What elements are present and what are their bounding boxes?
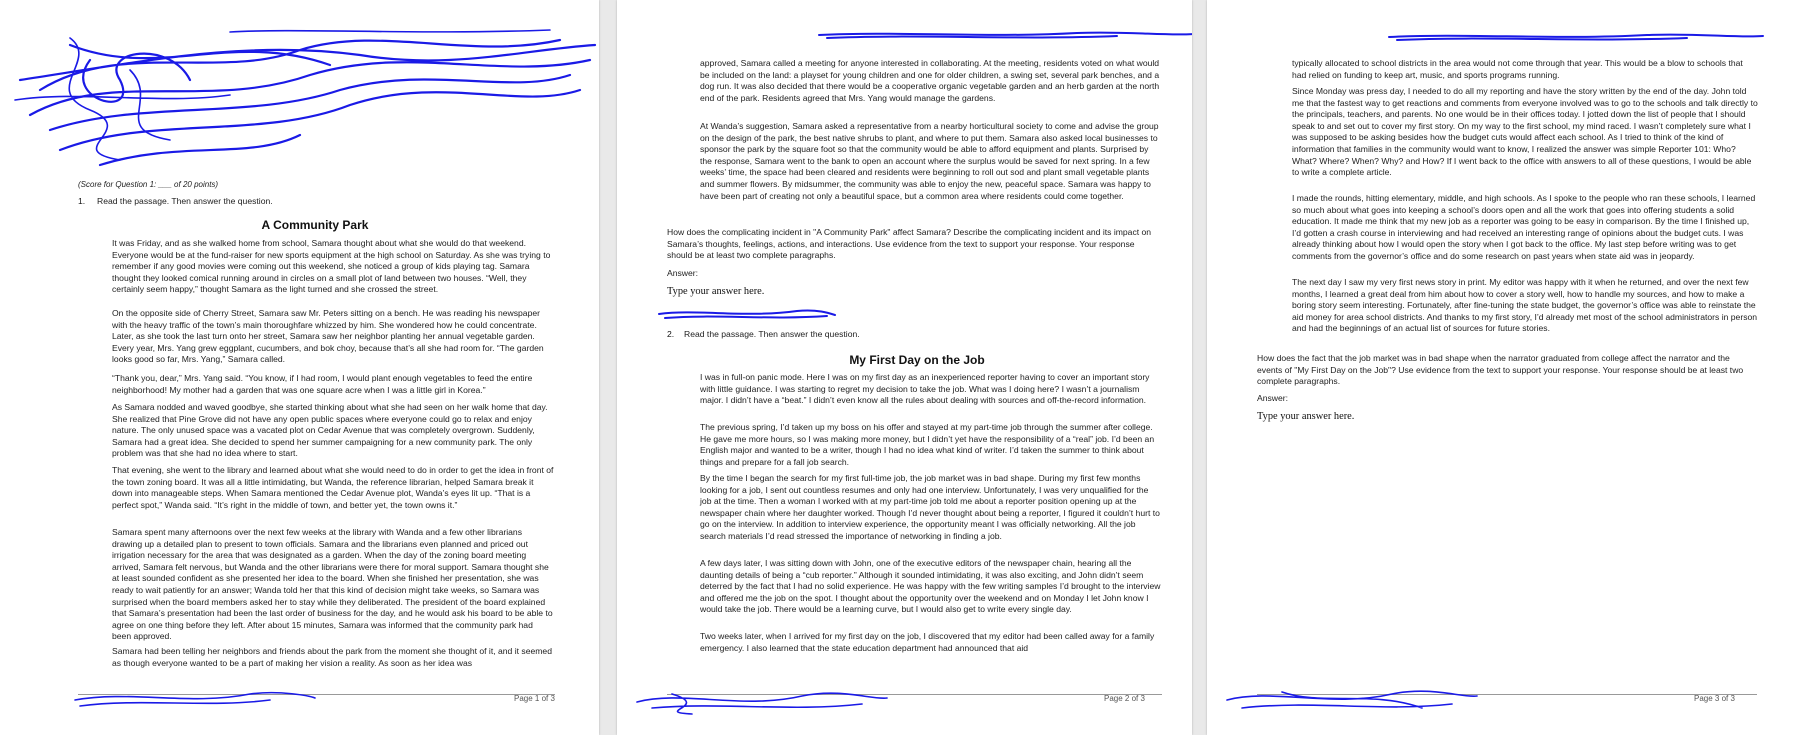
passage-paragraph: As Samara nodded and waved goodbye, she started thinking about what she had seen on her walk home that day. She realized that Pine Grove did not have any open public spaces where everyone could go to relax and enjoy nature. The only unused space was a vacated plot on Cedar Avenue that was completely overgrown. Suddenly, Samara had a great idea. She decided to spend her summer campaigning for a new community park. The only problem was that she had no idea where to start. [112,402,548,459]
question-number: 1. [78,196,86,206]
answer-input[interactable]: Type your answer here. [667,286,765,297]
passage-paragraph: I made the rounds, hitting elementary, middle, and high schools. As I spoke to the people who ran these schools, I learned so much about what goes into keeping a school’s doors open and all the work that goes into offering students a solid education. It made me think that my new job as a reporter was going to be easy in comparison. By the time I finished up, I’d gotten a crash course in interviewing and had received an interesting range of opinions about the budget cuts. I was already thinking about how I would open the story when I got back to the office. My last step before writing was to get comments from the governor’s office and do some research on past years when state aid was in jeopardy. [1292,193,1756,261]
passage-paragraph: At Wanda’s suggestion, Samara asked a representative from a nearby horticultural society to come and advise the group on the design of the park, the best native shrubs to plant, and where to put them. Samara also asked local businesses to sponsor the park by the square foot so that the community would be able to afford equipment and plants. Surprised by the response, Samara went to the bank to open an account where the surplus would be saved for next spring. In a few weeks’ time, the space had been cleared and residents were beginning to roll out sod and plant small vegetable plants and summer flowers. By midsummer, the community was able to enjoy the new, peaceful space. Samara was happy to have been part of creating not only a beautiful space, but a common area where residents could come together. [700,121,1159,201]
passage-paragraph: typically allocated to school districts in the area would not come through that year. This would be a blow to schools that had relied on funding to keep art, music, and sports programs running. [1292,58,1743,80]
passage-paragraph: The previous spring, I’d taken up my boss on his offer and stayed at my part-time job through the summer after college. He gave me more hours, so I was making more money, but I didn’t yet have the responsibility of a “real” job. I’d been an English major and wanted to be a writer, though I had no idea what kind of writer. I’d taken the summer to think about things and prepare for a fall job search. [700,422,1155,467]
question-number: 2. [667,329,675,339]
passage-paragraph: Since Monday was press day, I needed to do all my reporting and have the story written by the end of the day. John told me that the fastest way to get reactions and comments from everyone involved was to go to the schools and talk directly to the principals, teachers, and parents. No one would be in their offices today. I jotted down the list of people that I should speak to and set out to cover my first story. On my way to the first school, my mind raced. I wasn’t completely sure what I was supposed to be asking besides how the budget cuts would affect each school. As I tried to think of the kind of information that families in the community would want to know, I realized the answer was simple Reporter 101: Who? What? Where? When? Why? and How? If I went back to the office with answers to all of these questions, I would be able to write a complete article. [1292,86,1758,178]
score-line: (Score for Question 1: ___ of 20 points) [78,180,219,189]
document-page-3 [1207,0,1809,735]
passage-paragraph: Samara spent many afternoons over the next few weeks at the library with Wanda and a few other librarians drawing up a detailed plan to present to town officials. Samara and the librarians even planned and priced out irrigation necessary for the area that was designated as a garden. When the day of the zoning board meeting arrived, Samara felt nervous, but Wanda and the other librarians were there for moral support. Samara thought she at least sounded confident as she presented her idea to the board. When she finished her presentation, she was ready to wait patiently for an answer; Wanda told her that this kind of decision might take weeks, so Samara was surprised when the board members asked her to stay while they deliberated. The president of the board explained that Samara’s presentation had been the last order of business for the day, and he would ask his board to be able to agree on one thing before they left. After about 15 minutes, Samara was informed that the community park had been approved. [112,527,553,642]
passage-title: A Community Park [261,218,369,232]
question-instruction: Read the passage. Then answer the question. [684,329,860,339]
passage-paragraph: I was in full-on panic mode. Here I was on my first day as an inexperienced reporter having to cover an important story with little guidance. I was starting to regret my decision to take the job. What was I doing here? I wasn’t a journalism major. I didn’t have a “beat.” I didn’t even know all the rules about dealing with sources and off-the-record information. [700,372,1150,406]
redaction-scribble-score [657,306,837,322]
redaction-scribble-footer [1222,686,1482,716]
passage-paragraph: Samara had been telling her neighbors and friends about the park from the moment she thought of it, and it seemed as though everyone wanted to be a part of making her vision a reality. As soon as her idea was [112,646,552,668]
passage-paragraph: The next day I saw my very first news story in print. My editor was happy with it when he returned, and over the next few months, I learned a great deal from him about how to cover a story well, how to handle my sources, and how to make a boring story seem interesting. Fortunately, after fine-tuning the state budget, the governor’s office was able to reinstate the aid money for area school districts. And thanks to my first story, I’d already met most of the school administrators in person and had the beginnings of an actual list of sources for future stories. [1292,277,1758,334]
footer-rule [78,694,555,695]
answer-label: Answer: [667,268,699,278]
redaction-scribble-footer [632,688,892,716]
redaction-scribble-footer [70,688,320,713]
passage-title: My First Day on the Job [849,353,985,367]
answer-label: Answer: [1257,393,1289,403]
question-instruction: Read the passage. Then answer the question. [97,196,273,206]
page-number: Page 3 of 3 [1694,694,1735,703]
redaction-scribble-header [1387,30,1767,44]
answer-input[interactable]: Type your answer here. [1257,411,1355,422]
footer-rule [667,694,1162,695]
redaction-scribble-header [0,20,599,170]
redaction-scribble-header [817,28,1192,42]
passage-paragraph: approved, Samara called a meeting for anyone interested in collaborating. At the meeting, residents voted on what would be included on the land: a playset for young children and one for older children, a swing set, several park benches, and a dog run. It was also decided that there would be a cooperative organic vegetable garden and an herb garden at the north end of the park. Residents agreed that Mrs. Yang would manage the gardens. [700,58,1160,103]
passage-paragraph: It was Friday, and as she walked home from school, Samara thought about what she would do that weekend. Everyone would be at the fund-raiser for new sports equipment at the high school on Saturday. As she was trying to remember if any good movies were coming out this weekend, she noticed a group of kids playing tag. Samara thought they looked comical running around in circles on a small plot of land between two houses. “Well, they certainly seem happy,” thought Samara as the light turned and she crossed the street. [112,238,551,295]
document-page-2 [617,0,1192,735]
passage-paragraph: A few days later, I was sitting down with John, one of the executive editors of the newspaper chain, hearing all the daunting details of being a “cub reporter.” Although it sounded intimidating, it was also exciting, and John didn’t seem deterred by the fact that I had no solid experience. He was happy with the few writing samples I’d brought to the interview and offered me the job on the spot. I thought about the opportunity over the weekend and on Monday I let John know I would take the job. There would be a learning curve, but I would also get to write every single day. [700,558,1161,615]
page-number: Page 1 of 3 [514,694,555,703]
passage-paragraph: Two weeks later, when I arrived for my first day on the job, I discovered that my editor had been called away for a family emergency. I also learned that the state education department had announced that aid [700,631,1155,653]
question-prompt: How does the fact that the job market was in bad shape when the narrator graduated from college affect the narrator and the events of "My First Day on the Job"? Use evidence from the text to support your response. Your response should be at least two complete paragraphs. [1257,353,1744,387]
passage-paragraph: On the opposite side of Cherry Street, Samara saw Mr. Peters sitting on a bench. He was reading his newspaper with the heavy traffic of the town’s main thoroughfare whizzed by him. She wondered how he could concentrate. Later, as she took the last turn onto her street, Samara saw her neighbor planting her annual vegetable garden. Every year, Mrs. Yang grew eggplant, cucumbers, and bok choy, because that’s all she had room for. “The garden looks good so far, Mrs. Yang,” Samara called. [112,308,544,365]
document-page-1 [0,0,599,735]
question-prompt: How does the complicating incident in "A Community Park" affect Samara? Describe the complicating incident and its impact on Samara’s thoughts, feelings, actions, and interactions. Use evidence from the text to support your response. Your response should be at least two complete paragraphs. [667,227,1152,261]
passage-paragraph: That evening, she went to the library and learned about what she would need to do in order to get the idea in front of the town zoning board. It was all a little intimidating, but Wanda, the reference librarian, helped Samara break it down into manageable steps. When Samara mentioned the Cedar Avenue plot, Wanda’s eyes lit up. “That is a perfect spot,” Wanda said. “It’s right in the middle of town, and better yet, the town owns it.” [112,465,554,510]
footer-rule [1257,694,1757,695]
page-number: Page 2 of 3 [1104,694,1145,703]
passage-paragraph: By the time I began the search for my first full-time job, the job market was in bad shape. During my first few months looking for a job, I sent out countless resumes and only had one interview. Unfortunately, I was very unqualified for the job at the time. Then a woman I worked with at my part-time job told me about a reporter position opening up at the newspaper chain where her daughter worked. Though I’d never thought about being a reporter, I figured it couldn’t hurt to go on the interview. In addition to interview experience, the opportunity meant I was officially networking. All the job search materials I’d read stressed the importance of networking in finding a job. [700,473,1160,541]
passage-paragraph: “Thank you, dear,” Mrs. Yang said. “You know, if I had room, I would plant enough vegetables to feed the entire neighborhood! My mother had a garden that was one square acre when I was a little girl in Korea.” [112,373,533,395]
